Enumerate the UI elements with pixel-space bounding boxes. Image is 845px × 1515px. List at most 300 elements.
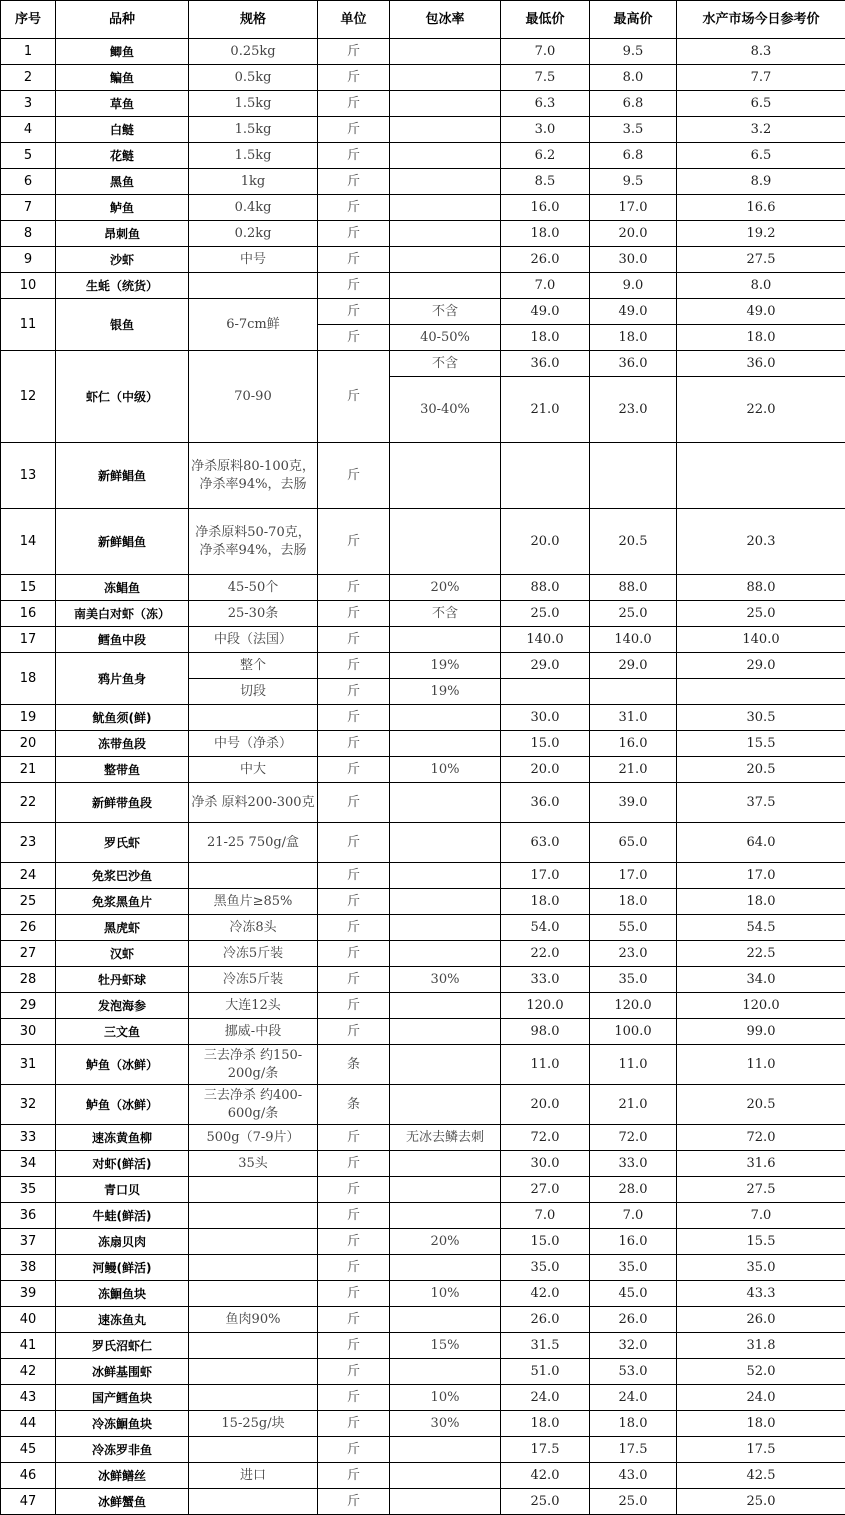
ice-rate-cell xyxy=(390,941,501,967)
header-row xyxy=(1,1,845,39)
max-price-cell: 18.0 xyxy=(590,889,677,915)
reference-price-cell: 27.5 xyxy=(677,1177,845,1203)
min-price-cell: 7.0 xyxy=(501,273,590,299)
reference-price-cell xyxy=(677,443,845,509)
max-price-cell: 21.0 xyxy=(590,1085,677,1125)
row-index: 8 xyxy=(1,221,56,247)
row-index: 21 xyxy=(1,757,56,783)
ice-rate-cell: 15% xyxy=(390,1333,501,1359)
unit-cell: 斤 xyxy=(318,705,390,731)
unit-cell: 斤 xyxy=(318,169,390,195)
table-row xyxy=(1,1307,845,1333)
row-index: 2 xyxy=(1,65,56,91)
max-price-cell: 20.0 xyxy=(590,221,677,247)
table-row xyxy=(1,1385,845,1411)
reference-price-cell: 8.9 xyxy=(677,169,845,195)
unit-cell: 斤 xyxy=(318,783,390,823)
min-price-cell: 24.0 xyxy=(501,1385,590,1411)
max-price-cell: 31.0 xyxy=(590,705,677,731)
spec-cell: 冷冻8头 xyxy=(189,915,318,941)
ice-rate-cell xyxy=(390,889,501,915)
unit-cell: 斤 xyxy=(318,1333,390,1359)
reference-price-cell: 15.5 xyxy=(677,731,845,757)
reference-price-cell: 120.0 xyxy=(677,993,845,1019)
variety-name: 冻带鱼段 xyxy=(56,731,189,757)
table-row xyxy=(1,195,845,221)
unit-cell: 斤 xyxy=(318,325,390,351)
min-price-cell: 22.0 xyxy=(501,941,590,967)
variety-name: 鳊鱼 xyxy=(56,65,189,91)
spec-cell xyxy=(189,1281,318,1307)
max-price-cell xyxy=(590,679,677,705)
table-row xyxy=(1,351,845,377)
ice-rate-cell xyxy=(390,1085,501,1125)
min-price-cell: 7.0 xyxy=(501,39,590,65)
table-row xyxy=(1,443,845,509)
max-price-cell: 100.0 xyxy=(590,1019,677,1045)
unit-cell: 斤 xyxy=(318,823,390,863)
variety-name: 三文鱼 xyxy=(56,1019,189,1045)
unit-cell: 斤 xyxy=(318,1255,390,1281)
spec-cell: 15-25g/块 xyxy=(189,1411,318,1437)
reference-price-cell: 29.0 xyxy=(677,653,845,679)
variety-name: 虾仁（中级） xyxy=(56,351,189,443)
reference-price-cell: 3.2 xyxy=(677,117,845,143)
row-index: 45 xyxy=(1,1437,56,1463)
ice-rate-cell: 不含 xyxy=(390,351,501,377)
min-price-cell xyxy=(501,679,590,705)
reference-price-cell: 88.0 xyxy=(677,575,845,601)
spec-cell: 黑鱼片≥85% xyxy=(189,889,318,915)
max-price-cell: 16.0 xyxy=(590,731,677,757)
max-price-cell: 18.0 xyxy=(590,325,677,351)
ice-rate-cell xyxy=(390,1463,501,1489)
variety-name: 免浆巴沙鱼 xyxy=(56,863,189,889)
ice-rate-cell: 20% xyxy=(390,1229,501,1255)
row-index: 29 xyxy=(1,993,56,1019)
row-index: 3 xyxy=(1,91,56,117)
unit-cell: 斤 xyxy=(318,1411,390,1437)
reference-price-cell: 17.5 xyxy=(677,1437,845,1463)
spec-cell: 45-50个 xyxy=(189,575,318,601)
ice-rate-cell xyxy=(390,1203,501,1229)
reference-price-cell: 31.6 xyxy=(677,1151,845,1177)
max-price-cell: 43.0 xyxy=(590,1463,677,1489)
spec-cell xyxy=(189,1229,318,1255)
table-row xyxy=(1,889,845,915)
table-row xyxy=(1,731,845,757)
variety-name: 冻鮰鱼块 xyxy=(56,1281,189,1307)
table-row xyxy=(1,221,845,247)
reference-price-cell: 64.0 xyxy=(677,823,845,863)
unit-cell: 斤 xyxy=(318,117,390,143)
ice-rate-cell xyxy=(390,1177,501,1203)
min-price-cell: 33.0 xyxy=(501,967,590,993)
table-row xyxy=(1,65,845,91)
row-index: 42 xyxy=(1,1359,56,1385)
unit-cell: 斤 xyxy=(318,679,390,705)
row-index: 25 xyxy=(1,889,56,915)
variety-name: 昂刺鱼 xyxy=(56,221,189,247)
reference-price-cell: 27.5 xyxy=(677,247,845,273)
header-index: 序号 xyxy=(1,1,56,39)
min-price-cell: 17.0 xyxy=(501,863,590,889)
row-index: 24 xyxy=(1,863,56,889)
reference-price-cell xyxy=(677,679,845,705)
row-index: 46 xyxy=(1,1463,56,1489)
table-row xyxy=(1,247,845,273)
header-max-price: 最高价 xyxy=(590,1,677,39)
max-price-cell: 23.0 xyxy=(590,377,677,443)
row-index: 34 xyxy=(1,1151,56,1177)
table-row xyxy=(1,1281,845,1307)
spec-cell: 鱼肉90% xyxy=(189,1307,318,1333)
table-row xyxy=(1,1203,845,1229)
header-variety: 品种 xyxy=(56,1,189,39)
spec-cell: 6-7cm鲜 xyxy=(189,299,318,351)
variety-name: 新鲜鲳鱼 xyxy=(56,509,189,575)
unit-cell: 斤 xyxy=(318,273,390,299)
spec-cell: 整个 xyxy=(189,653,318,679)
reference-price-cell: 17.0 xyxy=(677,863,845,889)
reference-price-cell: 140.0 xyxy=(677,627,845,653)
spec-cell: 0.2kg xyxy=(189,221,318,247)
ice-rate-cell: 20% xyxy=(390,575,501,601)
row-index: 13 xyxy=(1,443,56,509)
max-price-cell: 7.0 xyxy=(590,1203,677,1229)
header-reference-price: 水产市场今日参考价 xyxy=(677,1,845,39)
max-price-cell: 49.0 xyxy=(590,299,677,325)
row-index: 27 xyxy=(1,941,56,967)
min-price-cell: 26.0 xyxy=(501,1307,590,1333)
unit-cell: 斤 xyxy=(318,1177,390,1203)
ice-rate-cell xyxy=(390,143,501,169)
ice-rate-cell xyxy=(390,1019,501,1045)
row-index: 28 xyxy=(1,967,56,993)
reference-price-cell: 26.0 xyxy=(677,1307,845,1333)
min-price-cell: 29.0 xyxy=(501,653,590,679)
ice-rate-cell xyxy=(390,65,501,91)
row-index: 6 xyxy=(1,169,56,195)
unit-cell: 条 xyxy=(318,1045,390,1085)
row-index: 16 xyxy=(1,601,56,627)
variety-name: 汉虾 xyxy=(56,941,189,967)
unit-cell: 斤 xyxy=(318,889,390,915)
spec-cell: 净杀 原料200-300克 xyxy=(189,783,318,823)
header-spec: 规格 xyxy=(189,1,318,39)
reference-price-cell: 19.2 xyxy=(677,221,845,247)
unit-cell: 斤 xyxy=(318,627,390,653)
min-price-cell: 42.0 xyxy=(501,1463,590,1489)
max-price-cell: 6.8 xyxy=(590,91,677,117)
table-row xyxy=(1,1333,845,1359)
row-index: 40 xyxy=(1,1307,56,1333)
min-price-cell: 31.5 xyxy=(501,1333,590,1359)
table-row xyxy=(1,993,845,1019)
row-index: 23 xyxy=(1,823,56,863)
reference-price-cell: 22.5 xyxy=(677,941,845,967)
min-price-cell: 51.0 xyxy=(501,1359,590,1385)
reference-price-cell: 42.5 xyxy=(677,1463,845,1489)
min-price-cell: 7.0 xyxy=(501,1203,590,1229)
max-price-cell: 30.0 xyxy=(590,247,677,273)
min-price-cell: 36.0 xyxy=(501,783,590,823)
ice-rate-cell xyxy=(390,1307,501,1333)
variety-name: 鲫鱼 xyxy=(56,39,189,65)
min-price-cell: 18.0 xyxy=(501,325,590,351)
ice-rate-cell: 10% xyxy=(390,757,501,783)
max-price-cell: 24.0 xyxy=(590,1385,677,1411)
max-price-cell: 32.0 xyxy=(590,1333,677,1359)
variety-name: 冷冻鮰鱼块 xyxy=(56,1411,189,1437)
min-price-cell: 20.0 xyxy=(501,509,590,575)
row-index: 4 xyxy=(1,117,56,143)
reference-price-cell: 15.5 xyxy=(677,1229,845,1255)
unit-cell: 斤 xyxy=(318,731,390,757)
table-row xyxy=(1,299,845,325)
ice-rate-cell xyxy=(390,731,501,757)
reference-price-cell: 20.3 xyxy=(677,509,845,575)
spec-cell: 中号 xyxy=(189,247,318,273)
variety-name: 银鱼 xyxy=(56,299,189,351)
unit-cell: 斤 xyxy=(318,1385,390,1411)
variety-name: 冻扇贝肉 xyxy=(56,1229,189,1255)
ice-rate-cell: 30% xyxy=(390,1411,501,1437)
max-price-cell: 23.0 xyxy=(590,941,677,967)
variety-name: 鳕鱼中段 xyxy=(56,627,189,653)
row-index: 14 xyxy=(1,509,56,575)
table-row xyxy=(1,941,845,967)
variety-name: 冷冻罗非鱼 xyxy=(56,1437,189,1463)
reference-price-cell: 49.0 xyxy=(677,299,845,325)
ice-rate-cell xyxy=(390,443,501,509)
variety-name: 花鲢 xyxy=(56,143,189,169)
row-index: 31 xyxy=(1,1045,56,1085)
variety-name: 罗氏沼虾仁 xyxy=(56,1333,189,1359)
table-row xyxy=(1,169,845,195)
ice-rate-cell xyxy=(390,627,501,653)
spec-cell: 切段 xyxy=(189,679,318,705)
variety-name: 白鲢 xyxy=(56,117,189,143)
variety-name: 青口贝 xyxy=(56,1177,189,1203)
table-row xyxy=(1,273,845,299)
min-price-cell: 8.5 xyxy=(501,169,590,195)
reference-price-cell: 36.0 xyxy=(677,351,845,377)
variety-name: 鸦片鱼身 xyxy=(56,653,189,705)
variety-name: 冻鲳鱼 xyxy=(56,575,189,601)
unit-cell: 斤 xyxy=(318,91,390,117)
table-row xyxy=(1,1437,845,1463)
variety-name: 冰鲜基围虾 xyxy=(56,1359,189,1385)
variety-name: 速冻鱼丸 xyxy=(56,1307,189,1333)
spec-cell xyxy=(189,705,318,731)
ice-rate-cell xyxy=(390,783,501,823)
ice-rate-cell: 19% xyxy=(390,653,501,679)
ice-rate-cell xyxy=(390,915,501,941)
variety-name: 冰鲜蟹鱼 xyxy=(56,1489,189,1515)
spec-cell: 冷冻5斤装 xyxy=(189,941,318,967)
ice-rate-cell xyxy=(390,705,501,731)
variety-name: 草鱼 xyxy=(56,91,189,117)
unit-cell: 斤 xyxy=(318,1359,390,1385)
unit-cell: 条 xyxy=(318,1085,390,1125)
table-row xyxy=(1,915,845,941)
max-price-cell: 28.0 xyxy=(590,1177,677,1203)
max-price-cell: 6.8 xyxy=(590,143,677,169)
min-price-cell: 6.3 xyxy=(501,91,590,117)
table-row xyxy=(1,967,845,993)
unit-cell: 斤 xyxy=(318,1437,390,1463)
table-row xyxy=(1,1045,845,1085)
reference-price-cell: 43.3 xyxy=(677,1281,845,1307)
spec-cell: 净杀原料50-70克，净杀率94%，去肠 xyxy=(189,509,318,575)
reference-price-cell: 99.0 xyxy=(677,1019,845,1045)
max-price-cell: 35.0 xyxy=(590,967,677,993)
max-price-cell: 25.0 xyxy=(590,1489,677,1515)
variety-name: 发泡海参 xyxy=(56,993,189,1019)
spec-cell: 挪威-中段 xyxy=(189,1019,318,1045)
min-price-cell: 18.0 xyxy=(501,221,590,247)
ice-rate-cell: 10% xyxy=(390,1385,501,1411)
unit-cell: 斤 xyxy=(318,1151,390,1177)
table-row xyxy=(1,39,845,65)
max-price-cell: 9.0 xyxy=(590,273,677,299)
min-price-cell: 15.0 xyxy=(501,1229,590,1255)
spec-cell: 21-25 750g/盒 xyxy=(189,823,318,863)
max-price-cell: 36.0 xyxy=(590,351,677,377)
min-price-cell: 72.0 xyxy=(501,1125,590,1151)
row-index: 33 xyxy=(1,1125,56,1151)
max-price-cell: 9.5 xyxy=(590,39,677,65)
row-index: 30 xyxy=(1,1019,56,1045)
row-index: 37 xyxy=(1,1229,56,1255)
spec-cell: 净杀原料80-100克，净杀率94%，去肠 xyxy=(189,443,318,509)
min-price-cell: 42.0 xyxy=(501,1281,590,1307)
table-row xyxy=(1,1151,845,1177)
unit-cell: 斤 xyxy=(318,1125,390,1151)
max-price-cell: 9.5 xyxy=(590,169,677,195)
header-ice-rate: 包冰率 xyxy=(390,1,501,39)
ice-rate-cell xyxy=(390,221,501,247)
spec-cell: 大连12头 xyxy=(189,993,318,1019)
min-price-cell: 54.0 xyxy=(501,915,590,941)
unit-cell: 斤 xyxy=(318,1229,390,1255)
max-price-cell: 26.0 xyxy=(590,1307,677,1333)
variety-name: 牛蛙(鲜活) xyxy=(56,1203,189,1229)
table-row xyxy=(1,783,845,823)
unit-cell: 斤 xyxy=(318,1019,390,1045)
row-index: 12 xyxy=(1,351,56,443)
row-index: 36 xyxy=(1,1203,56,1229)
ice-rate-cell xyxy=(390,1437,501,1463)
unit-cell: 斤 xyxy=(318,351,390,443)
max-price-cell: 20.5 xyxy=(590,509,677,575)
max-price-cell: 3.5 xyxy=(590,117,677,143)
variety-name: 鲈鱼（冰鲜） xyxy=(56,1045,189,1085)
ice-rate-cell xyxy=(390,169,501,195)
ice-rate-cell: 19% xyxy=(390,679,501,705)
table-row xyxy=(1,1019,845,1045)
reference-price-cell: 7.7 xyxy=(677,65,845,91)
row-index: 26 xyxy=(1,915,56,941)
min-price-cell: 25.0 xyxy=(501,1489,590,1515)
reference-price-cell: 6.5 xyxy=(677,91,845,117)
ice-rate-cell xyxy=(390,1255,501,1281)
unit-cell: 斤 xyxy=(318,143,390,169)
ice-rate-cell: 30% xyxy=(390,967,501,993)
max-price-cell: 65.0 xyxy=(590,823,677,863)
variety-name: 黑虎虾 xyxy=(56,915,189,941)
table-row xyxy=(1,1085,845,1125)
spec-cell xyxy=(189,1489,318,1515)
ice-rate-cell xyxy=(390,993,501,1019)
ice-rate-cell xyxy=(390,247,501,273)
spec-cell: 中号（净杀） xyxy=(189,731,318,757)
max-price-cell: 8.0 xyxy=(590,65,677,91)
variety-name: 沙虾 xyxy=(56,247,189,273)
reference-price-cell: 8.0 xyxy=(677,273,845,299)
max-price-cell: 17.0 xyxy=(590,195,677,221)
min-price-cell: 18.0 xyxy=(501,1411,590,1437)
ice-rate-cell xyxy=(390,273,501,299)
spec-cell xyxy=(189,1437,318,1463)
variety-name: 新鲜带鱼段 xyxy=(56,783,189,823)
ice-rate-cell: 不含 xyxy=(390,601,501,627)
variety-name: 对虾(鲜活) xyxy=(56,1151,189,1177)
unit-cell: 斤 xyxy=(318,221,390,247)
max-price-cell: 72.0 xyxy=(590,1125,677,1151)
unit-cell: 斤 xyxy=(318,601,390,627)
max-price-cell: 45.0 xyxy=(590,1281,677,1307)
table-row xyxy=(1,705,845,731)
reference-price-cell: 8.3 xyxy=(677,39,845,65)
ice-rate-cell: 30-40% xyxy=(390,377,501,443)
ice-rate-cell xyxy=(390,863,501,889)
max-price-cell: 17.5 xyxy=(590,1437,677,1463)
reference-price-cell: 22.0 xyxy=(677,377,845,443)
unit-cell: 斤 xyxy=(318,653,390,679)
spec-cell: 中大 xyxy=(189,757,318,783)
max-price-cell: 35.0 xyxy=(590,1255,677,1281)
reference-price-cell: 30.5 xyxy=(677,705,845,731)
min-price-cell: 36.0 xyxy=(501,351,590,377)
max-price-cell: 33.0 xyxy=(590,1151,677,1177)
spec-cell: 0.25kg xyxy=(189,39,318,65)
table-row xyxy=(1,1359,845,1385)
min-price-cell: 3.0 xyxy=(501,117,590,143)
spec-cell: 1.5kg xyxy=(189,117,318,143)
row-index: 38 xyxy=(1,1255,56,1281)
unit-cell: 斤 xyxy=(318,299,390,325)
spec-cell xyxy=(189,1359,318,1385)
row-index: 20 xyxy=(1,731,56,757)
table-row xyxy=(1,1489,845,1515)
table-row xyxy=(1,863,845,889)
spec-cell xyxy=(189,1177,318,1203)
row-index: 7 xyxy=(1,195,56,221)
row-index: 1 xyxy=(1,39,56,65)
variety-name: 鲈鱼（冰鲜） xyxy=(56,1085,189,1125)
row-index: 47 xyxy=(1,1489,56,1515)
variety-name: 冰鲜鳝丝 xyxy=(56,1463,189,1489)
table-row xyxy=(1,143,845,169)
spec-cell: 25-30条 xyxy=(189,601,318,627)
table-row xyxy=(1,823,845,863)
max-price-cell: 18.0 xyxy=(590,1411,677,1437)
unit-cell: 斤 xyxy=(318,195,390,221)
unit-cell: 斤 xyxy=(318,443,390,509)
reference-price-cell: 7.0 xyxy=(677,1203,845,1229)
